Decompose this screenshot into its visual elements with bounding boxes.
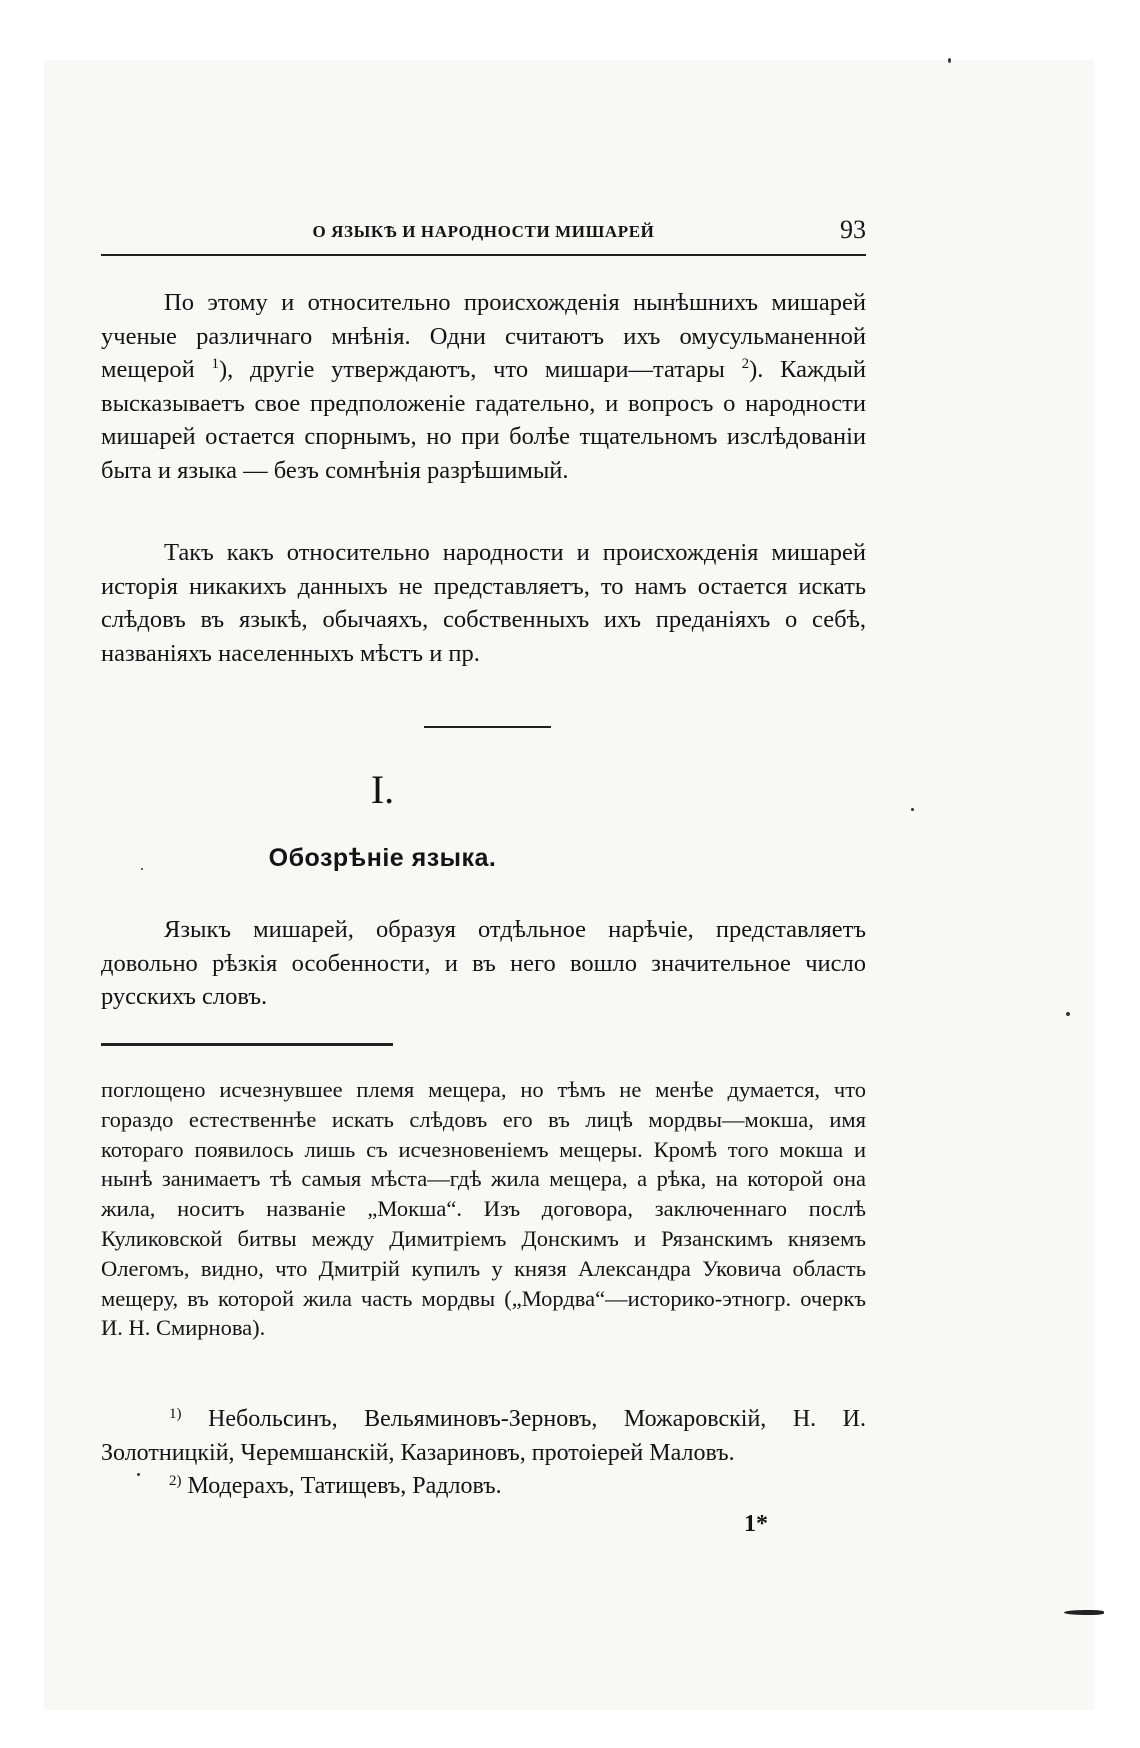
paragraph-text: ). Каждый высказываетъ свое предположеніе гадательно, и вопросъ о народности мишарей остается спорнымъ, но при болѣе тщательномъ изслѣдованіи быта и языка — безъ сомнѣнія разрѣшимый. [101,356,866,484]
page-number: 93 [840,215,866,244]
section-divider [424,726,551,728]
paragraph-text: ), другіе утверждаютъ, что мишари—татары [218,356,742,384]
paragraph-sources: Такъ какъ относительно народности и происхожденія мишарей исторія никакихъ данныхъ не представляетъ, то намъ остается искать слѣдовъ въ языкѣ, обычаяхъ, собственныхъ ихъ преданіяхъ о себѣ, названіяхъ населенныхъ мѣстъ и пр. [101,539,866,667]
footnote-ref-2: 2 [741,356,750,373]
footnote-text: Небольсинъ, Вельяминовъ-Зерновъ, Можаровскій, Н. И. Золотницкій, Черемшанскій, Казариновъ, протоіерей Маловъ. [101,1406,866,1466]
footnote-list [101,1403,866,1504]
footnote-2 [101,1470,866,1504]
running-title: О ЯЗЫКѢ И НАРОДНОСТИ МИШАРЕЙ [312,222,655,241]
scan-speck [1066,1012,1070,1016]
paragraph-origin-opinions [101,286,866,488]
scan-speck [141,868,143,870]
footnote-1 [101,1403,866,1470]
footnote-text: Модерахъ, Татищевъ, Радловъ. [181,1473,502,1500]
footnote-marker: 2) [169,1473,182,1490]
header-rule [101,254,866,256]
footnote-ref-1: 1 [211,356,219,373]
scan-speck [948,58,951,63]
scan-mark [1064,1610,1104,1615]
running-head [101,212,866,256]
footnote-marker: 1) [169,1406,182,1422]
section-heading: Обозрѣніе языка. [268,844,497,872]
footnote-continuation: поглощено исчезнувшее племя мещера, но тѣмъ не менѣе думается, что гораздо естественнѣе искать слѣдовъ его въ лицѣ мордвы—мокша, имя котораго появилось лишь съ исчезновеніемъ мещеры. Кромѣ того мокша и нынѣ занимаетъ тѣ самыя мѣста—гдѣ жила мещера, а рѣка, на которой она жила, носитъ названіе „Мокша“. Изъ договора, заключеннаго послѣ Куликовской битвы между Димитріемъ Донскимъ и Рязанскимъ княземъ Олегомъ, видно, что Дмитрій купилъ у князя Александра Уковича область мещеру, въ которой жила часть мордвы („Мордва“—историко-этногр. очеркъ И. Н. Смирнова). [101,1077,866,1341]
scan-speck [137,1473,140,1476]
footnote-rule [101,1043,393,1046]
scan-speck [911,808,914,811]
signature-mark: 1* [744,1511,768,1537]
section-numeral: I. [370,767,395,812]
paragraph-language-overview: Языкъ мишарей, образуя отдѣльное нарѣчіе, представляетъ довольно рѣзкія особенности, и въ него вошло значительное число русскихъ словъ. [101,916,866,1011]
paragraph-text: По этому и относительно происхожденія нынѣшнихъ мишарей ученые различнаго мнѣнія. Одни считаютъ ихъ омусульманенной мещерой [101,289,866,384]
